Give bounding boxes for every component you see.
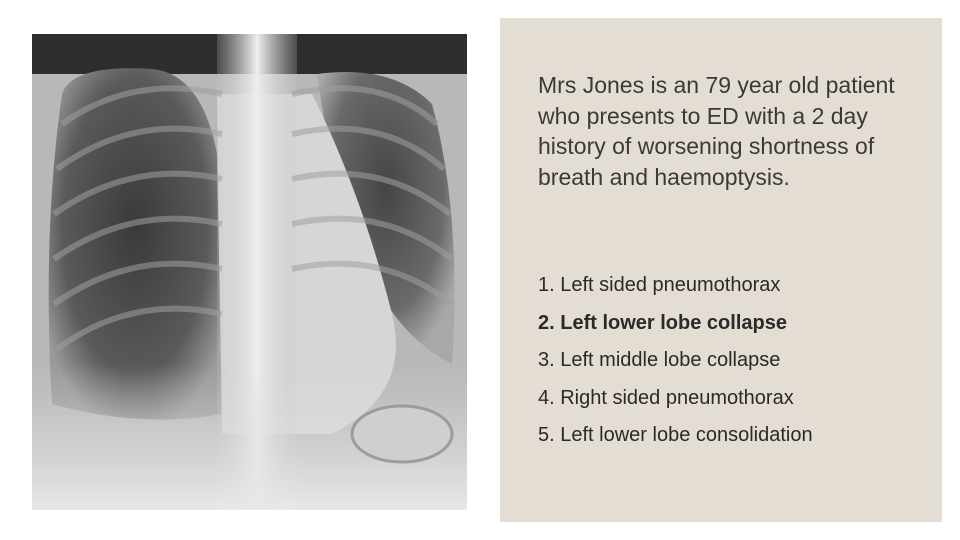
question-stem: Mrs Jones is an 79 year old patient who presents to ED with a 2 day history of worsening shortness of breath and haemoptysis. bbox=[538, 72, 895, 190]
option-item[interactable]: 3. Left middle lobe collapse bbox=[538, 349, 781, 371]
answer-options bbox=[538, 271, 928, 459]
option-item[interactable]: 5. Left lower lobe consolidation bbox=[538, 424, 813, 446]
chest-xray-image bbox=[32, 34, 467, 510]
option-item[interactable]: 2. Left lower lobe collapse bbox=[538, 311, 787, 334]
option-item[interactable]: 1. Left sided pneumothorax bbox=[538, 274, 781, 296]
chest-xray-icon bbox=[32, 34, 467, 510]
question-panel bbox=[500, 18, 942, 522]
option-item[interactable]: 4. Right sided pneumothorax bbox=[538, 386, 794, 409]
